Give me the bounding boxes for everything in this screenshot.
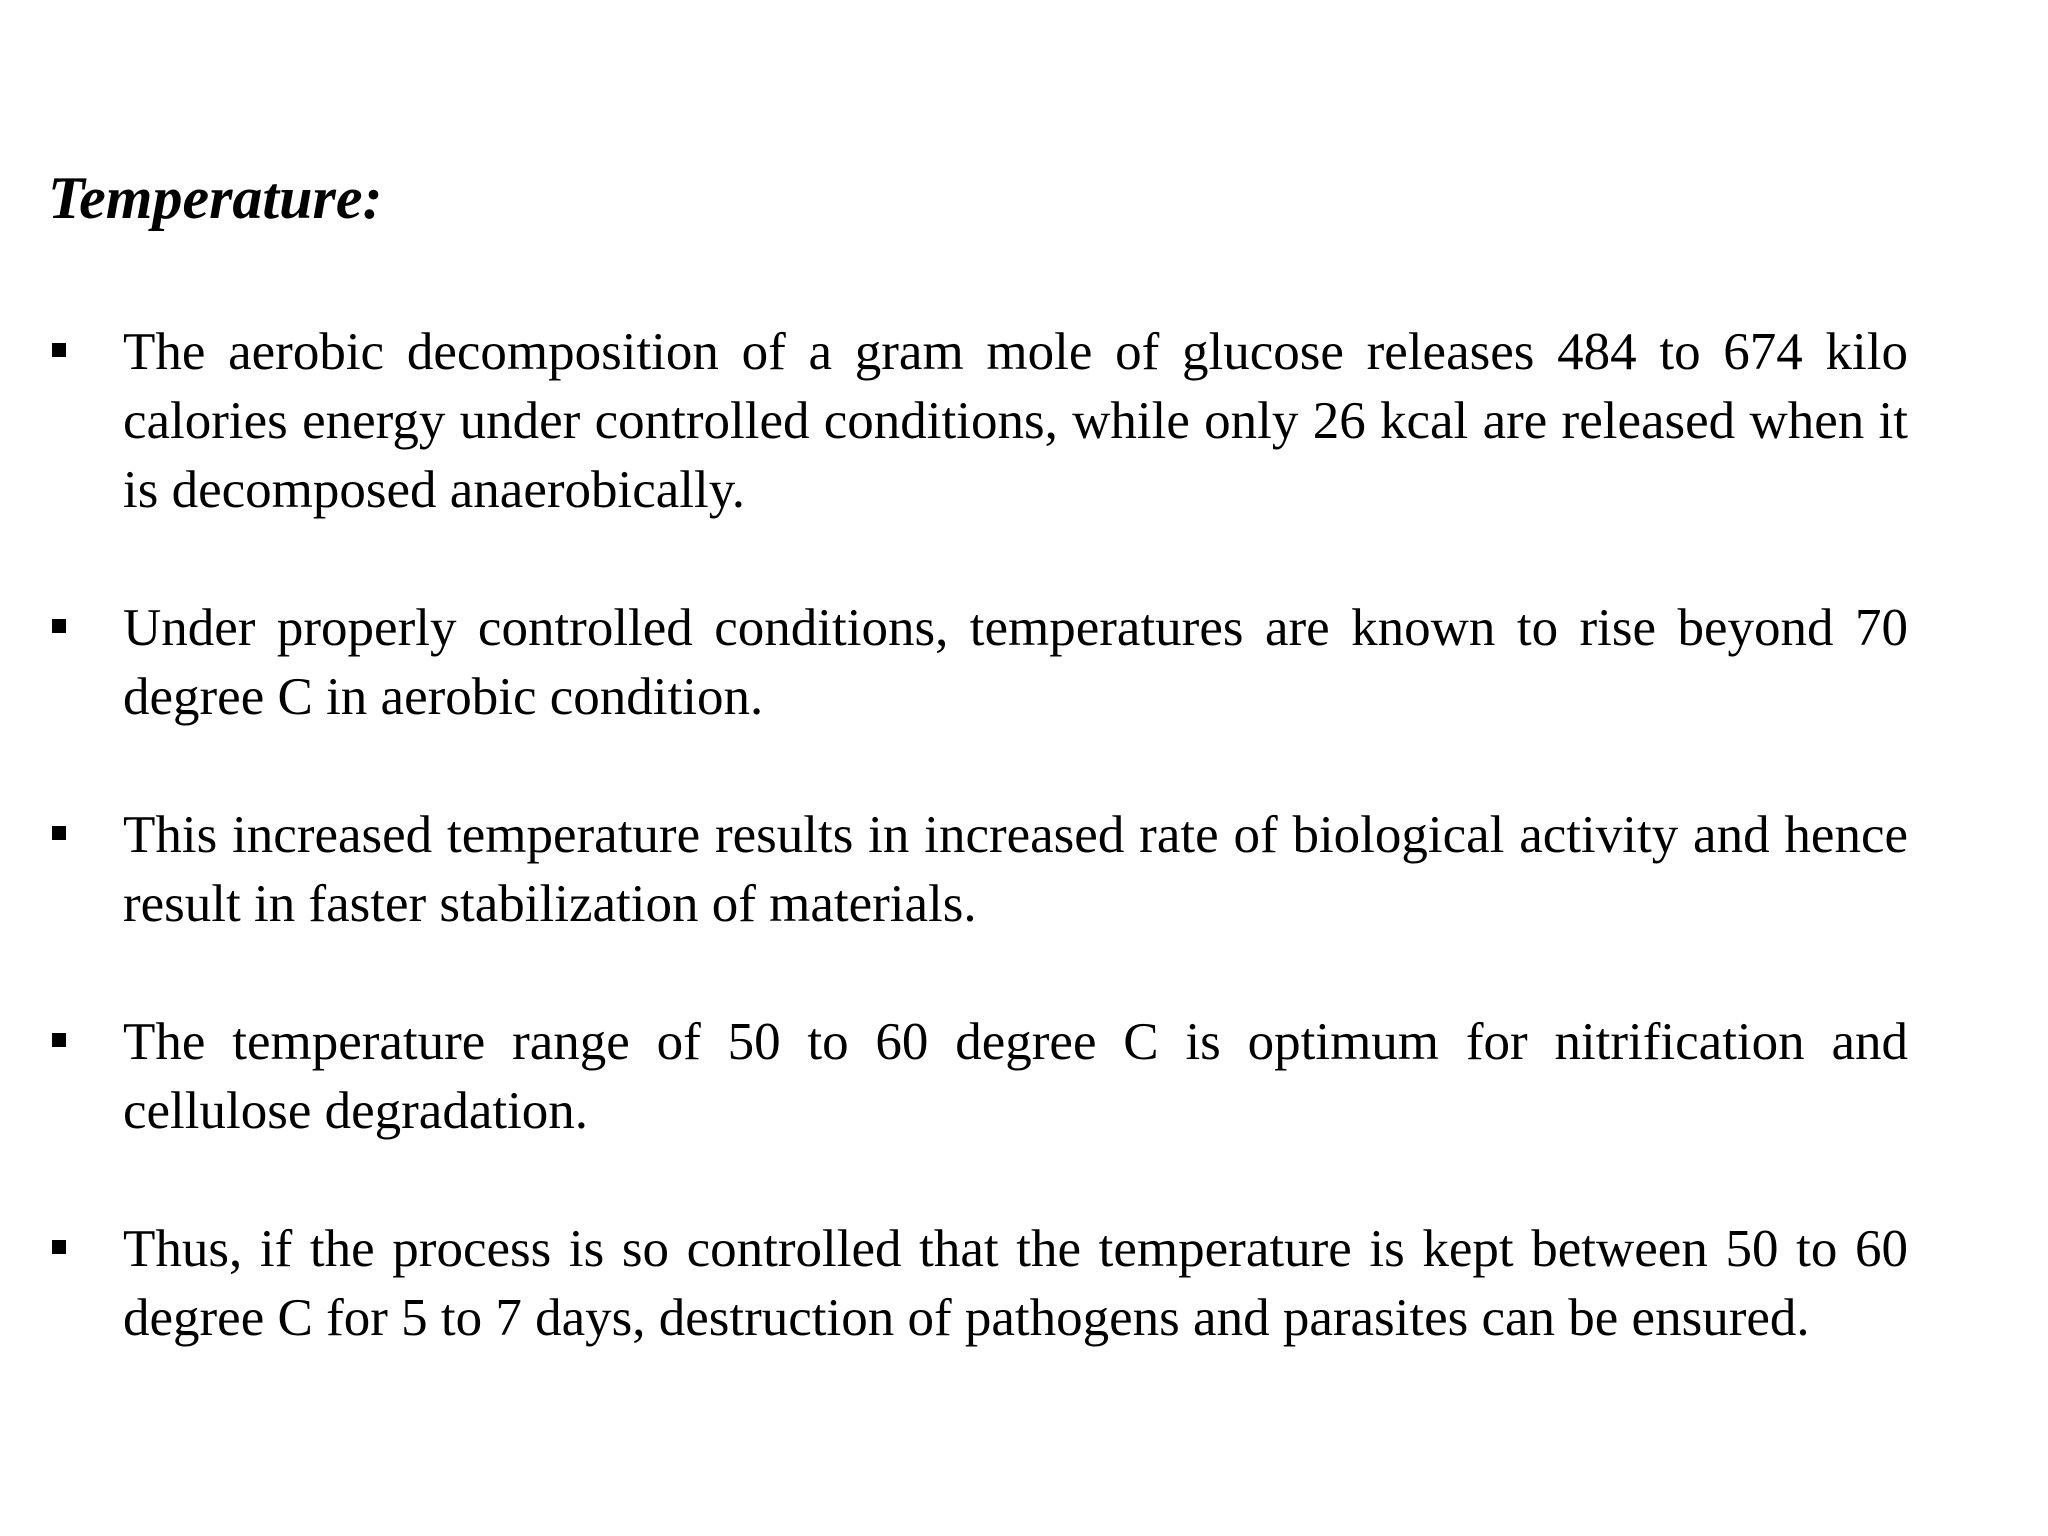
slide-title: Temperature: — [48, 165, 383, 231]
bullet-item — [48, 318, 1908, 525]
bullet-text: This increased temperature results in increased rate of biological activity and hence result in faster stabilization of materials. — [123, 806, 1908, 933]
bullet-item — [48, 594, 1908, 732]
bullet-item — [48, 1215, 1908, 1353]
bullet-text: Under properly controlled conditions, temperatures are known to rise beyond 70 degree C in aerobic condition. — [123, 599, 1908, 726]
bullet-list — [48, 318, 1908, 1422]
square-bullet-icon — [52, 343, 66, 357]
bullet-text: The aerobic decomposition of a gram mole of glucose releases 484 to 674 kilo calories energy under controlled conditions, while only 26 kcal are released when it is decomposed anaerobically. — [123, 323, 1908, 519]
square-bullet-icon — [52, 1240, 66, 1254]
bullet-item — [48, 1008, 1908, 1146]
square-bullet-icon — [52, 826, 66, 840]
bullet-text: The temperature range of 50 to 60 degree C is optimum for nitrification and cellulose degradation. — [123, 1013, 1908, 1140]
square-bullet-icon — [52, 1033, 66, 1047]
bullet-item — [48, 801, 1908, 939]
bullet-text: Thus, if the process is so controlled that the temperature is kept between 50 to 60 degree C for 5 to 7 days, destruction of pathogens and parasites can be ensured. — [123, 1220, 1908, 1347]
square-bullet-icon — [52, 619, 66, 633]
